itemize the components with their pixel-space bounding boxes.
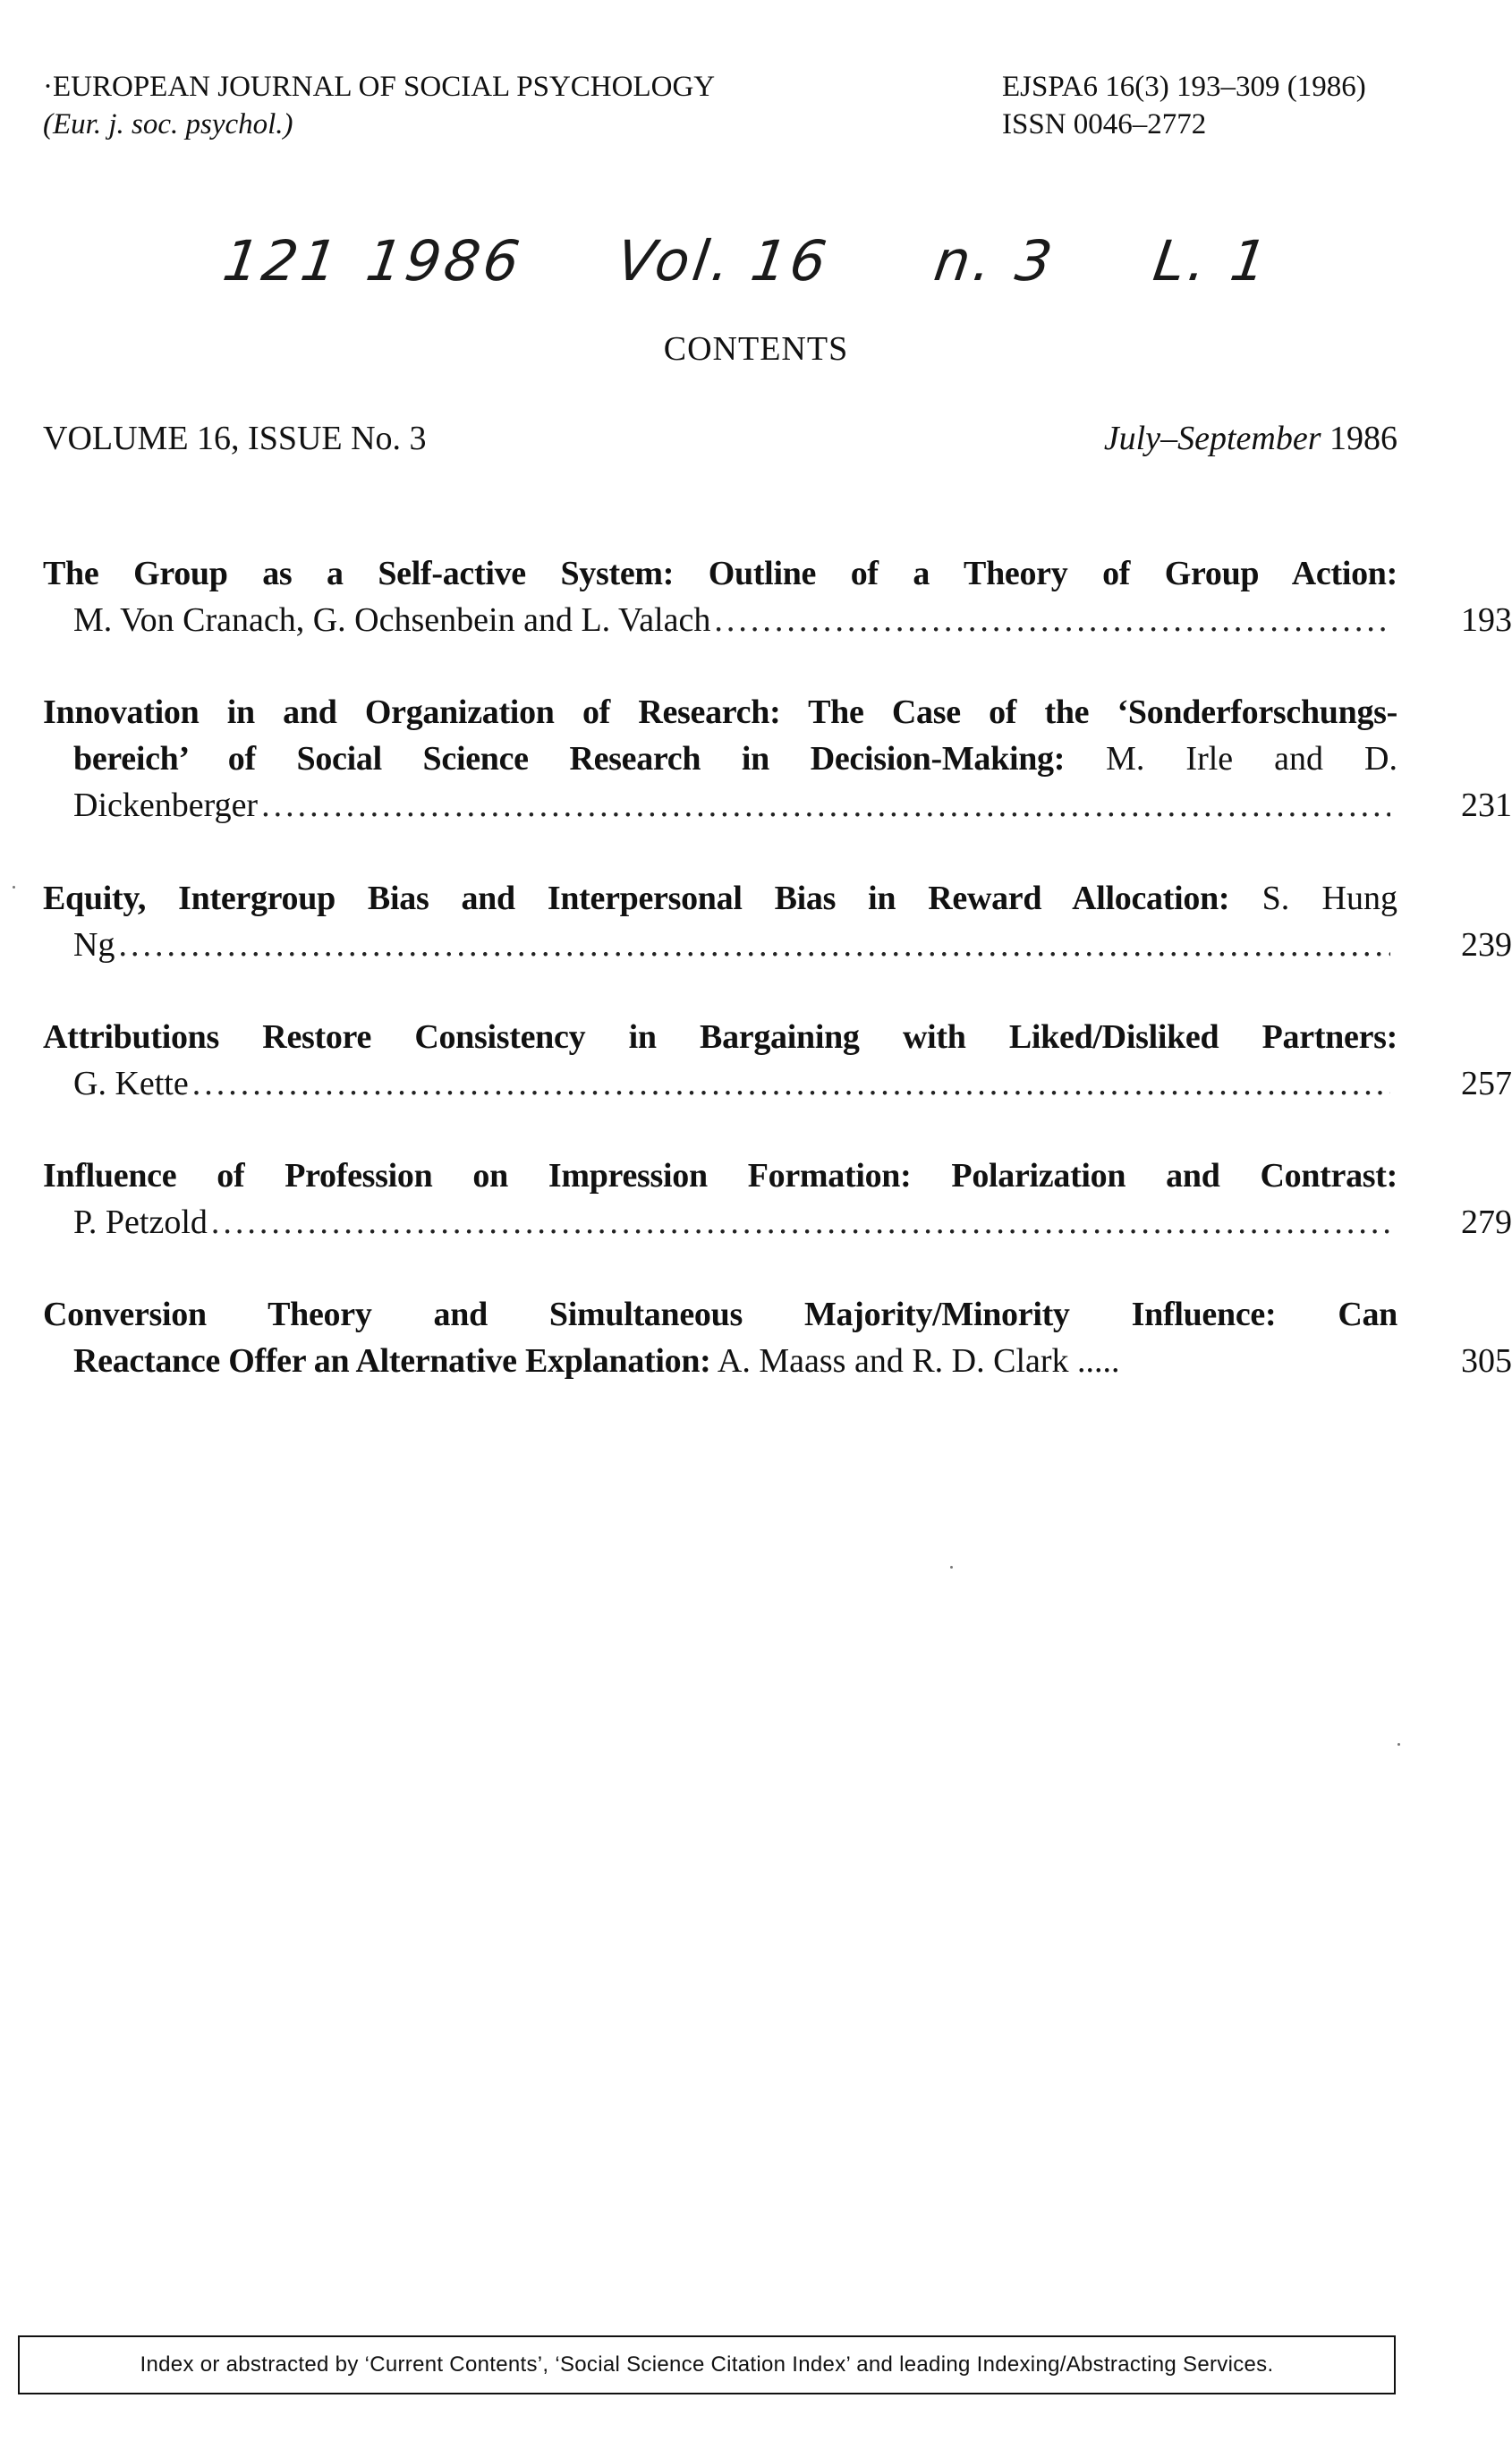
- entry-title: Attributions Restore Consistency in Bargaining with Liked/Disliked Partners:: [43, 1018, 1397, 1056]
- entry-page-number: 305: [1461, 1342, 1512, 1380]
- contents-entry: [43, 689, 1512, 829]
- handwritten-part: 1986: [361, 228, 527, 293]
- issue-months: July–September: [1103, 420, 1321, 457]
- entry-title-line: [43, 875, 1397, 922]
- indexing-notice-text: Index or abstracted by ‘Current Contents’, ‘Social Science Citation Index’ and leading Indexing/Abstracting Services.: [140, 2352, 1274, 2377]
- handwritten-part: 121: [218, 228, 345, 293]
- dot-leader: [118, 922, 1390, 968]
- handwritten-part: Vol.: [612, 228, 738, 293]
- entry-authors: P. Petzold: [73, 1203, 208, 1241]
- entry-author-line: [43, 1060, 1512, 1107]
- entry-page-number: 257: [1461, 1065, 1512, 1102]
- journal-name: ·EUROPEAN JOURNAL OF SOCIAL PSYCHOLOGY: [43, 71, 716, 103]
- journal-code: EJSPA6 16(3) 193–309 (1986): [1002, 71, 1366, 103]
- contents-entry: [43, 1152, 1512, 1246]
- journal-abbreviation: (Eur. j. soc. psychol.): [43, 108, 293, 140]
- entry-page-number: 279: [1461, 1203, 1512, 1241]
- entry-authors: A. Maass and R. D. Clark .....: [710, 1342, 1120, 1380]
- entry-page-number: 231: [1461, 787, 1512, 824]
- entry-title-continued: [43, 736, 1397, 782]
- entry-author-line: [43, 1199, 1512, 1246]
- entry-page-number: 239: [1461, 926, 1512, 964]
- entry-authors: M. Von Cranach, G. Ochsenbein and L. Valach: [73, 601, 711, 639]
- entry-author-line: [43, 782, 1512, 829]
- contents-entry: [43, 550, 1512, 643]
- scan-speck: [1397, 1743, 1400, 1746]
- entry-title: Conversion Theory and Simultaneous Majority/Minority Influence: Can: [43, 1296, 1397, 1333]
- entry-title: Innovation in and Organization of Research: The Case of the ‘Sonderforschungs-: [43, 693, 1397, 731]
- contents-entry: [43, 875, 1512, 968]
- issue-date: [1104, 419, 1397, 458]
- entry-title: Equity, Intergroup Bias and Interpersonal Bias in Reward Allocation:: [43, 880, 1230, 917]
- journal-header-right: [1002, 68, 1366, 143]
- entry-authors: Dickenberger: [73, 787, 259, 824]
- scan-speck: [950, 1566, 953, 1569]
- dot-leader: [192, 1060, 1390, 1107]
- handwritten-part: L. 1: [1149, 228, 1275, 293]
- entry-authors: G. Kette: [73, 1065, 189, 1102]
- dot-leader: [261, 782, 1390, 829]
- entry-title: The Group as a Self-active System: Outline of a Theory of Group Action:: [43, 555, 1397, 592]
- handwritten-shelf-mark: [0, 228, 1512, 309]
- entry-author-line: [43, 922, 1512, 968]
- volume-issue: VOLUME 16, ISSUE No. 3: [43, 420, 427, 457]
- entry-page-number: 193: [1461, 601, 1512, 639]
- entry-author-line: [43, 1338, 1512, 1384]
- journal-issn: ISSN 0046–2772: [1002, 108, 1207, 140]
- dot-leader: [714, 597, 1390, 643]
- entry-title-part: bereich’ of Social Science Research in Decision-Making:: [73, 740, 1066, 778]
- entry-title: Influence of Profession on Impression Formation: Polarization and Contrast:: [43, 1157, 1397, 1195]
- handwritten-part: n. 3: [930, 228, 1060, 293]
- contents-entry: [43, 1291, 1512, 1384]
- contents-heading: CONTENTS: [663, 330, 849, 368]
- entry-title-part: Reactance Offer an Alternative Explanation:: [73, 1342, 711, 1380]
- journal-header-left: [43, 68, 715, 143]
- contents-entry: [43, 1014, 1512, 1107]
- scan-speck: [13, 886, 15, 889]
- handwritten-part: 16: [746, 228, 835, 293]
- entry-authors: Ng: [73, 926, 115, 964]
- issue-year: 1986: [1329, 420, 1397, 457]
- entry-authors-part: S. Hung: [1229, 880, 1397, 917]
- indexing-notice: [18, 2335, 1396, 2394]
- entry-authors-part: M. Irle and D.: [1065, 740, 1397, 778]
- entry-author-line: [43, 597, 1512, 643]
- dot-leader: [211, 1199, 1390, 1246]
